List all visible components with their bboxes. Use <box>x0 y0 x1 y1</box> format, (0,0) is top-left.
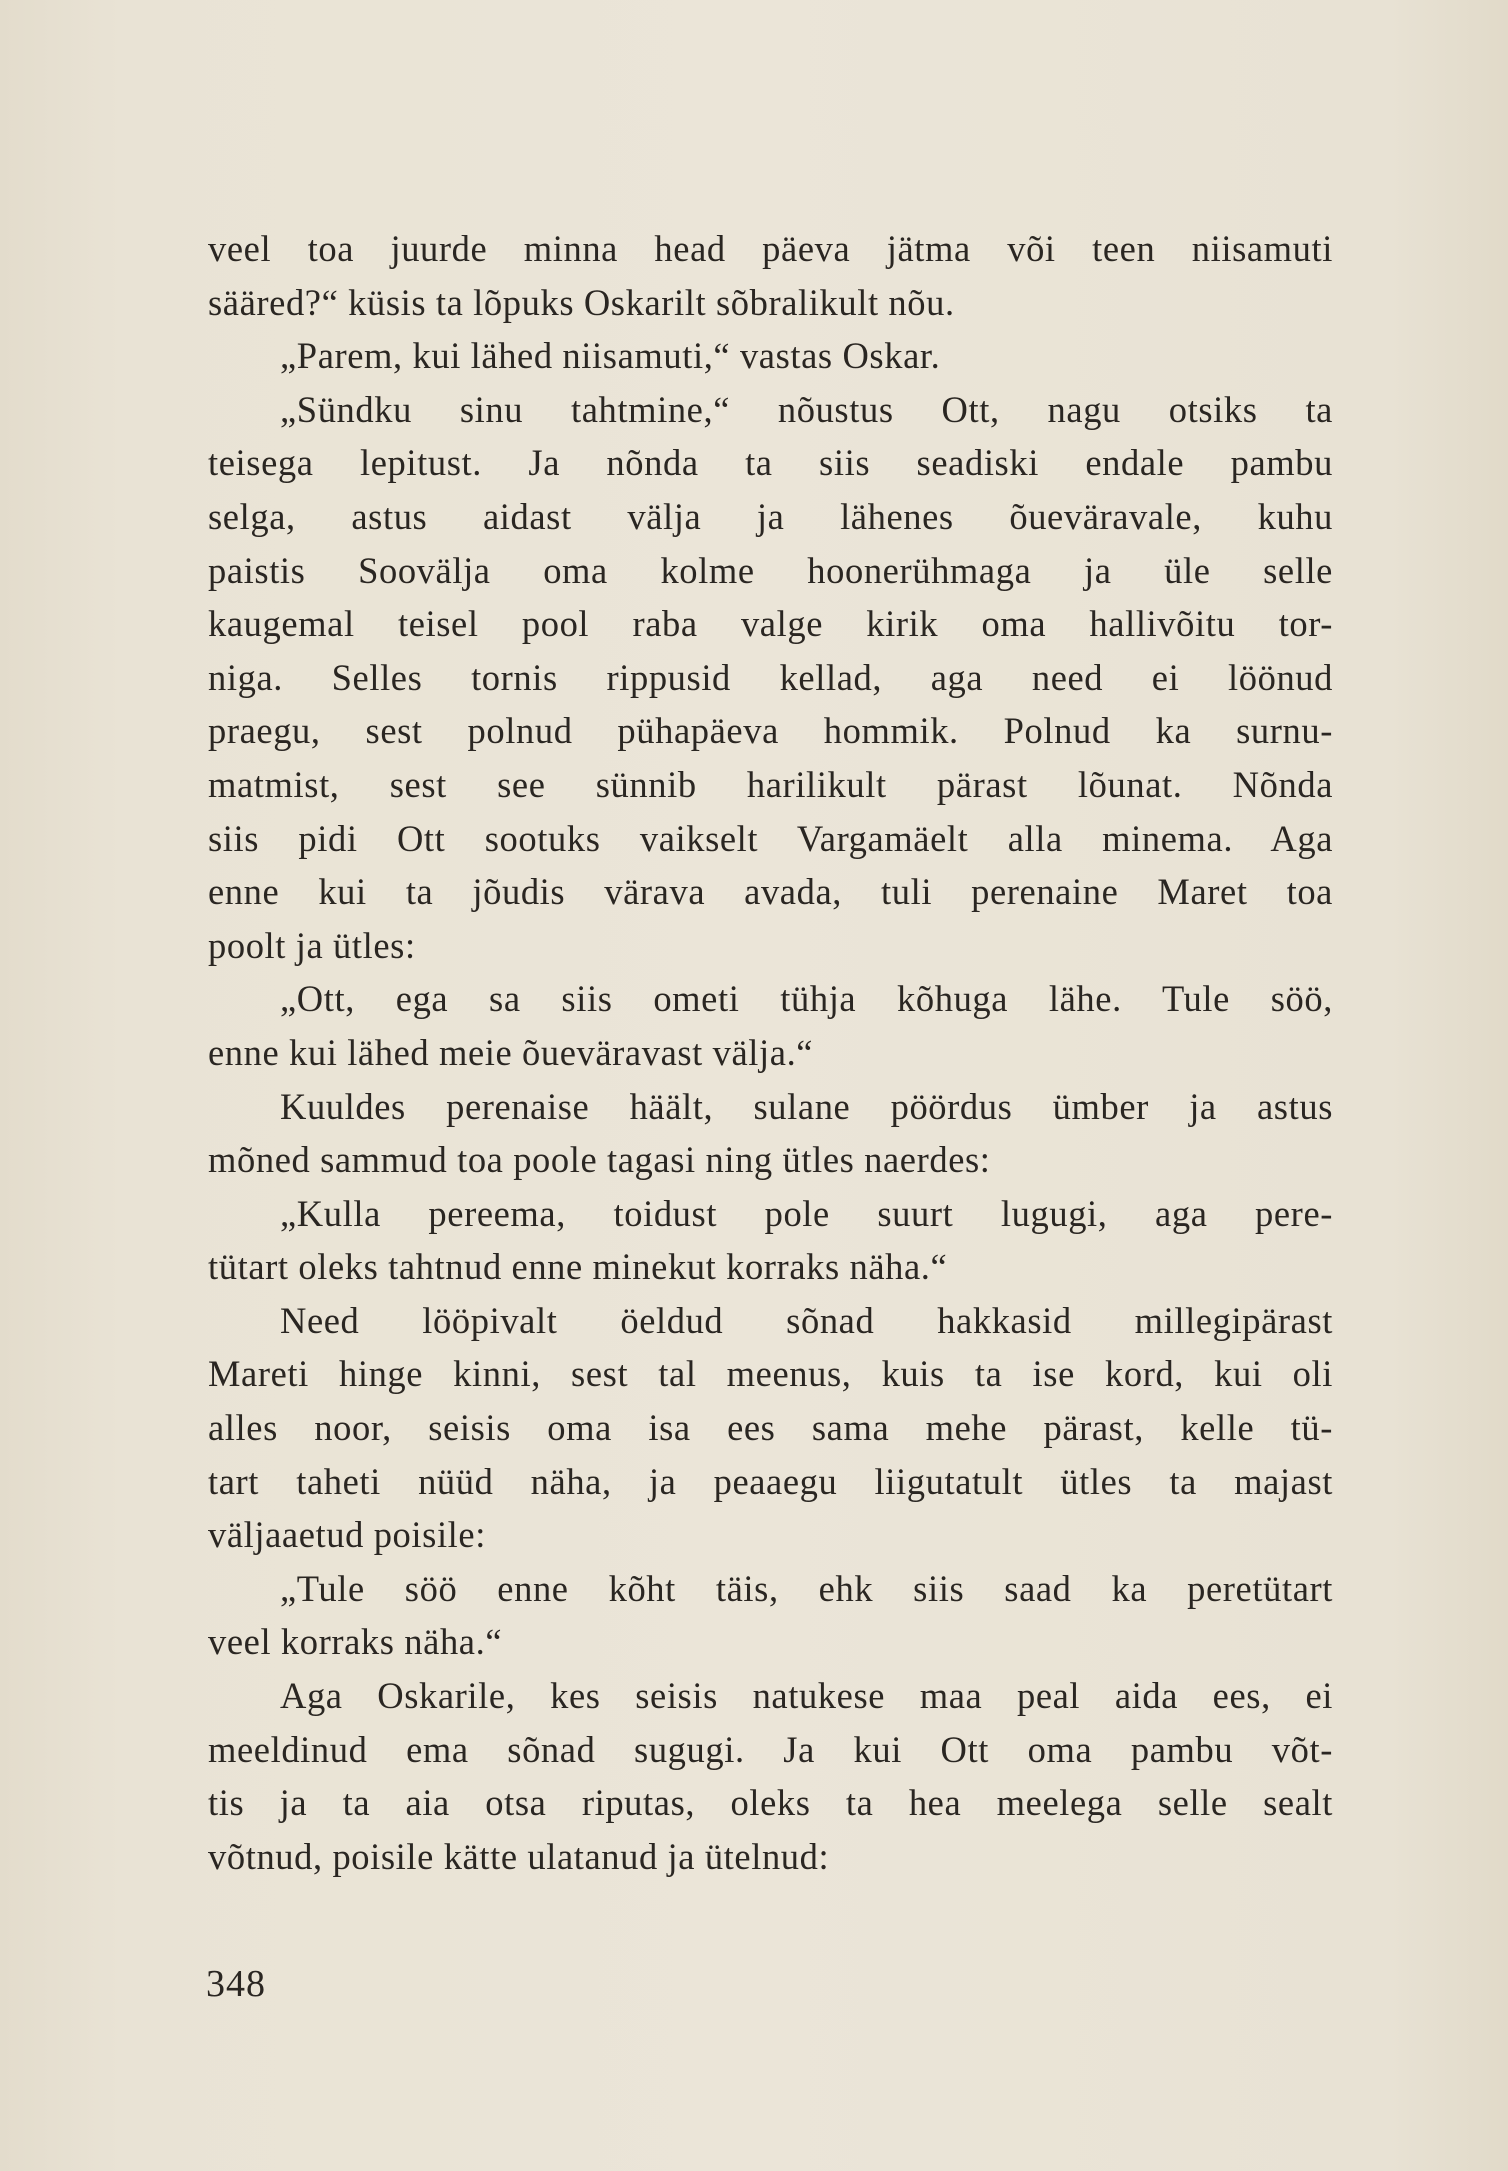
text-line: kaugemal teisel pool raba valge kirik oma hallivõitu tor- <box>208 603 1333 645</box>
text-line: siis pidi Ott sootuks vaikselt Vargamäelt alla minema. Aga <box>208 817 1333 859</box>
text-line: enne kui ta jõudis värava avada, tuli perenaine Maret toa <box>208 871 1333 913</box>
text-line: Need lööpivalt öeldud sõnad hakkasid millegipärast <box>280 1299 1333 1341</box>
text-line: alles noor, seisis oma isa ees sama mehe pärast, kelle tü- <box>208 1407 1333 1449</box>
page-number: 348 <box>206 1963 266 2005</box>
text-line: võtnud, poisile kätte ulatanud ja ütelnud: <box>208 1835 830 1877</box>
text-line: praegu, sest polnud pühapäeva hommik. Polnud ka surnu- <box>208 710 1333 752</box>
text-line: „Sündku sinu tahtmine,“ nõustus Ott, nagu otsiks ta <box>280 388 1333 430</box>
paragraph <box>208 1294 1333 1562</box>
paragraph <box>208 329 1333 383</box>
text-line: veel korraks näha.“ <box>208 1621 503 1663</box>
text-line: teisega lepitust. Ja nõnda ta siis seadiski endale pambu <box>208 442 1333 484</box>
text-line: väljaaetud poisile: <box>208 1514 486 1556</box>
text-line: meeldinud ema sõnad sugugi. Ja kui Ott oma pambu võt- <box>208 1728 1333 1770</box>
text-line: tütart oleks tahtnud enne minekut korraks näha.“ <box>208 1246 948 1288</box>
text-line: niga. Selles tornis rippusid kellad, aga need ei löönud <box>208 656 1333 698</box>
text-line: Kuuldes perenaise häält, sulane pöördus ümber ja astus <box>280 1085 1333 1127</box>
text-line: selga, astus aidast välja ja lähenes õueväravale, kuhu <box>208 495 1333 537</box>
paragraph <box>208 1187 1333 1294</box>
body-text <box>208 222 1333 1883</box>
paragraph <box>208 1669 1333 1883</box>
text-line: „Tule söö enne kõht täis, ehk siis saad ka peretütart <box>280 1567 1333 1609</box>
text-line: Aga Oskarile, kes seisis natukese maa peal aida ees, ei <box>280 1675 1333 1717</box>
text-line: Mareti hinge kinni, sest tal meenus, kuis ta ise kord, kui oli <box>208 1353 1333 1395</box>
text-line: mõned sammud toa poole tagasi ning ütles naerdes: <box>208 1139 991 1181</box>
text-line: „Ott, ega sa siis ometi tühja kõhuga lähe. Tule söö, <box>280 978 1333 1020</box>
text-line: matmist, sest see sünnib harilikult pärast lõunat. Nõnda <box>208 763 1333 805</box>
text-line: veel toa juurde minna head päeva jätma või teen niisamuti <box>208 228 1333 269</box>
text-line: sääred?“ küsis ta lõpuks Oskarilt sõbralikult nõu. <box>208 281 955 323</box>
text-line: enne kui lähed meie õueväravast välja.“ <box>208 1031 814 1073</box>
text-line: „Parem, kui lähed niisamuti,“ vastas Oskar. <box>280 335 941 377</box>
text-line: tis ja ta aia otsa riputas, oleks ta hea meelega selle sealt <box>208 1782 1333 1824</box>
text-line: paistis Soovälja oma kolme hoonerühmaga ja üle selle <box>208 549 1333 591</box>
paragraph <box>208 222 1333 329</box>
paragraph <box>208 1562 1333 1669</box>
text-line: poolt ja ütles: <box>208 924 416 966</box>
text-line: tart taheti nüüd näha, ja peaaegu liigutatult ütles ta majast <box>208 1460 1333 1502</box>
text-line: „Kulla pereema, toidust pole suurt lugugi, aga pere- <box>280 1192 1333 1234</box>
paragraph <box>208 1080 1333 1187</box>
paragraph <box>208 972 1333 1079</box>
paragraph <box>208 383 1333 973</box>
